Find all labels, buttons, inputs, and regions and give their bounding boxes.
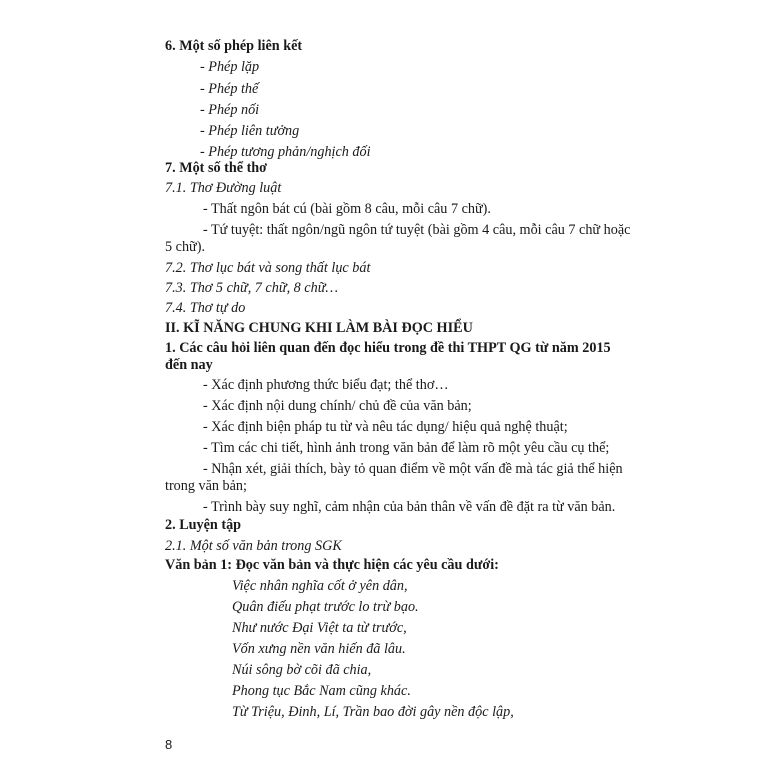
list-item: - Xác định phương thức biểu đạt; thể thơ… — [203, 377, 449, 393]
list-item: - Phép thế — [200, 81, 259, 97]
list-item: - Phép tương phản/nghịch đối — [200, 144, 371, 160]
questions-heading: 1. Các câu hỏi liên quan đến đọc hiểu trong đề thi THPT QG từ năm 2015 — [165, 340, 611, 356]
page-number: 8 — [165, 737, 173, 752]
poem-line: Phong tục Bắc Nam cũng khác. — [232, 683, 411, 699]
list-item: - Phép nối — [200, 102, 260, 118]
part-ii-heading: II. KĨ NĂNG CHUNG KHI LÀM BÀI ĐỌC HIỂU — [165, 320, 473, 336]
section-6-heading: 6. Một số phép liên kết — [165, 38, 303, 54]
list-item-continuation: 5 chữ). — [165, 239, 205, 255]
text-1-heading: Văn bản 1: Đọc văn bản và thực hiện các yêu cầu dưới: — [165, 557, 499, 573]
list-item: - Nhận xét, giải thích, bày tỏ quan điểm về một vấn đề mà tác giả thể hiện — [203, 461, 623, 477]
list-item-continuation: trong văn bản; — [165, 478, 247, 494]
list-item: - Tứ tuyệt: thất ngôn/ngũ ngôn tứ tuyệt (bài gồm 4 câu, mỗi câu 7 chữ hoặc — [203, 222, 631, 238]
list-item: - Xác định nội dung chính/ chủ đề của văn bản; — [203, 398, 472, 414]
list-item: - Trình bày suy nghĩ, cảm nhận của bản thân về vấn đề đặt ra từ văn bản. — [203, 499, 616, 515]
poem-line: Như nước Đại Việt ta từ trước, — [232, 620, 407, 636]
list-item: - Phép lặp — [200, 59, 260, 75]
subsection-7-4: 7.4. Thơ tự do — [165, 300, 246, 316]
subsection-7-1: 7.1. Thơ Đường luật — [165, 180, 282, 196]
poem-line: Việc nhân nghĩa cốt ở yên dân, — [232, 578, 408, 594]
practice-heading: 2. Luyện tập — [165, 517, 242, 533]
subsection-7-2: 7.2. Thơ lục bát và song thất lục bát — [165, 260, 371, 276]
poem-line: Quân điếu phạt trước lo trừ bạo. — [232, 599, 419, 615]
poem-line: Vốn xưng nền văn hiến đã lâu. — [232, 641, 406, 657]
questions-heading-continuation: đến nay — [165, 357, 213, 373]
section-7-heading: 7. Một số thể thơ — [165, 160, 268, 176]
poem-line: Núi sông bờ cõi đã chia, — [232, 662, 372, 678]
poem-line: Từ Triệu, Đinh, Lí, Trần bao đời gây nền độc lập, — [232, 704, 514, 720]
subsection-7-3: 7.3. Thơ 5 chữ, 7 chữ, 8 chữ… — [165, 280, 339, 296]
practice-subheading: 2.1. Một số văn bản trong SGK — [165, 538, 342, 554]
list-item: - Thất ngôn bát cú (bài gồm 8 câu, mỗi câu 7 chữ). — [203, 201, 491, 217]
list-item: - Phép liên tưởng — [200, 123, 300, 139]
list-item: - Tìm các chi tiết, hình ảnh trong văn bản để làm rõ một yêu cầu cụ thể; — [203, 440, 610, 456]
list-item: - Xác định biện pháp tu từ và nêu tác dụng/ hiệu quả nghệ thuật; — [203, 419, 568, 435]
